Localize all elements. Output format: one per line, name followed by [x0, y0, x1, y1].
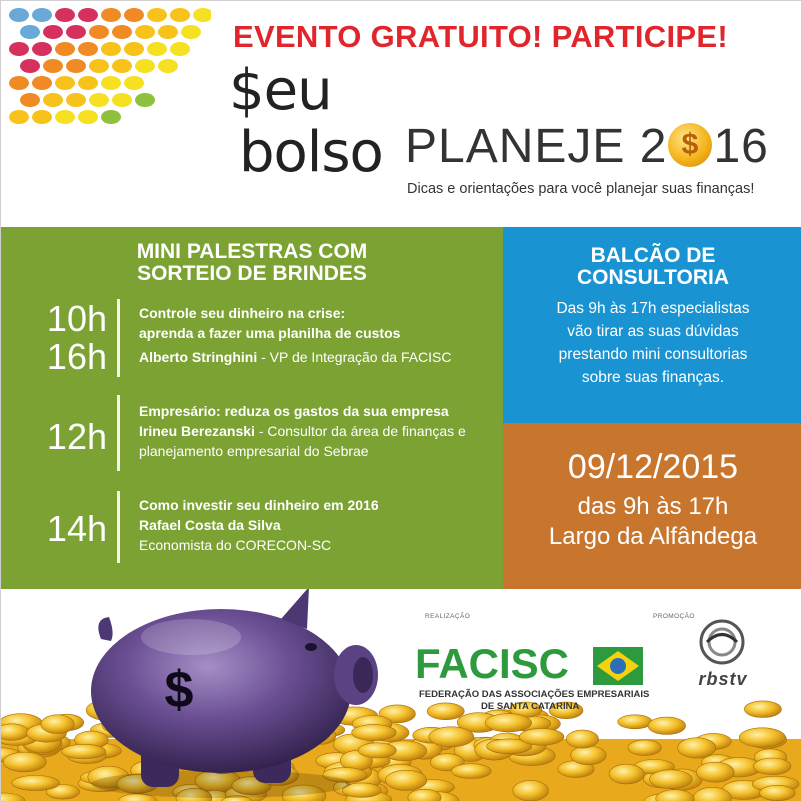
- gold-coin: [3, 752, 46, 772]
- decorative-dot: [89, 59, 109, 73]
- slot-role: - Consultor da área de finanças e: [254, 423, 466, 439]
- decorative-dot: [55, 110, 75, 124]
- decorative-dot: [66, 93, 86, 107]
- balcao-consultoria-panel: [503, 227, 802, 423]
- gold-coin: [618, 715, 653, 729]
- planeje-suffix: 16: [713, 120, 769, 173]
- gold-coin: [485, 714, 532, 732]
- decorative-dot: [20, 59, 40, 73]
- event-hours: das 9h às 17h: [577, 493, 729, 520]
- decorative-dot: [147, 8, 167, 22]
- gold-coin: [678, 738, 716, 758]
- planeje-prefix: PLANEJE 2: [405, 120, 668, 173]
- slot-time: 10h: [46, 298, 107, 339]
- gold-coin: [696, 762, 734, 782]
- decorative-dot: [78, 110, 98, 124]
- slot-topic: Controle seu dinheiro na crise:: [139, 305, 346, 321]
- gold-coin: [628, 740, 661, 756]
- decorative-dot: [20, 25, 40, 39]
- decorative-dot: [43, 25, 63, 39]
- decorative-dot: [101, 8, 121, 22]
- palestras-title: [1, 241, 503, 285]
- gold-coin: [739, 728, 785, 747]
- gold-coin: [451, 764, 491, 779]
- decorative-dot: [32, 76, 52, 90]
- decorative-dot: [55, 8, 75, 22]
- decorative-dot: [124, 42, 144, 56]
- slot-speaker: Rafael Costa da Silva: [139, 517, 281, 533]
- facisc-subtitle: FEDERAÇÃO DAS ASSOCIAÇÕES EMPRESARIAIS: [419, 689, 650, 700]
- decorative-dot: [66, 25, 86, 39]
- seu-bolso-logo: [229, 58, 389, 203]
- gold-coin: [513, 780, 549, 801]
- decorative-dot: [170, 42, 190, 56]
- decorative-dot: [101, 42, 121, 56]
- decorative-dot: [101, 110, 121, 124]
- palestras-title-line2: SORTEIO DE BRINDES: [137, 262, 367, 285]
- gold-coin: [649, 770, 692, 789]
- rbs-emblem-icon: [699, 619, 745, 665]
- decorative-dot: [9, 110, 29, 124]
- gold-coin: [744, 701, 781, 718]
- decorative-dot: [20, 93, 40, 107]
- decorative-dot: [193, 8, 211, 22]
- divider: [117, 395, 120, 471]
- decorative-dot: [32, 8, 52, 22]
- balcao-text: Das 9h às 17h especialistas: [556, 300, 750, 317]
- gold-coin: [754, 758, 791, 775]
- decorative-dot: [9, 76, 29, 90]
- tagline: Dicas e orientações para você planejar suas finanças!: [407, 181, 755, 197]
- balcao-text: sobre suas finanças.: [581, 369, 725, 386]
- decorative-dot: [124, 76, 144, 90]
- planeje-2016-title: [405, 119, 769, 174]
- decorative-dot: [9, 8, 29, 22]
- decorative-dot: [78, 8, 98, 22]
- facisc-logo: [415, 640, 650, 712]
- headline: EVENTO GRATUITO! PARTICIPE!: [233, 19, 728, 54]
- decorative-dot: [78, 42, 98, 56]
- decorative-dot: [170, 8, 190, 22]
- slot-text: [139, 303, 499, 367]
- decorative-dot: [158, 59, 178, 73]
- divider: [117, 299, 120, 377]
- decorative-dot: [124, 8, 144, 22]
- gold-coin: [609, 764, 644, 784]
- piggy-bank-icon: [71, 589, 391, 802]
- balcao-text: vão tirar as suas dúvidas: [567, 323, 739, 340]
- slot-text: [139, 401, 499, 461]
- decorative-dot: [89, 93, 109, 107]
- decorative-dots: [1, 1, 211, 141]
- slot-topic: aprenda a fazer uma planilha de custos: [139, 325, 401, 341]
- decorative-dot: [55, 42, 75, 56]
- slot-role: - VP de Integração da FACISC: [257, 349, 452, 365]
- decorative-dot: [147, 42, 167, 56]
- slot-speaker: Irineu Berezanski: [139, 423, 255, 439]
- decorative-dot: [135, 25, 155, 39]
- decorative-dot: [112, 93, 132, 107]
- decorative-dot: [43, 59, 63, 73]
- slot-text: [139, 495, 499, 555]
- facisc-name: FACISC: [415, 640, 570, 687]
- facisc-subtitle: DE SANTA CATARINA: [481, 701, 580, 712]
- palestras-title-line1: MINI PALESTRAS COM: [136, 240, 368, 263]
- pig-dollar-sign: $: [164, 661, 194, 719]
- realizacao-label: REALIZAÇÃO: [425, 613, 471, 620]
- slot-speaker: Alberto Stringhini: [139, 349, 258, 365]
- slot-topic: Empresário: reduza os gastos da sua empresa: [139, 403, 449, 419]
- slot-role: planejamento empresarial do Sebrae: [139, 443, 369, 459]
- decorative-dot: [135, 59, 155, 73]
- slot-role: Economista do CORECON-SC: [139, 537, 332, 553]
- divider: [117, 491, 120, 563]
- promocao-label: PROMOÇÃO: [653, 613, 695, 620]
- decorative-dot: [135, 93, 155, 107]
- event-date: 09/12/2015: [567, 448, 739, 486]
- facisc-emblem-icon: [593, 647, 643, 685]
- decorative-dot: [43, 93, 63, 107]
- balcao-description: [523, 297, 783, 389]
- gold-coin: [571, 746, 607, 765]
- rbs-name: rbstv: [698, 669, 748, 689]
- decorative-dot: [158, 25, 178, 39]
- event-info-panel: [503, 423, 802, 589]
- event-place: Largo da Alfândega: [548, 523, 758, 550]
- slot-time: 16h: [46, 336, 107, 377]
- brand-line1: $eu: [229, 58, 332, 123]
- gold-coin: [648, 717, 686, 734]
- gold-coin: [41, 715, 75, 734]
- brand-line2: bolso: [239, 120, 383, 185]
- slot-time: 12h: [46, 416, 107, 457]
- balcao-title-line2: CONSULTORIA: [576, 266, 730, 289]
- gold-coin: [760, 785, 796, 800]
- decorative-dot: [89, 25, 109, 39]
- gold-coin: [566, 730, 598, 748]
- decorative-dot: [78, 76, 98, 90]
- rbs-tv-logo: [681, 619, 761, 694]
- decorative-dot: [32, 110, 52, 124]
- coin-icon: $: [668, 123, 712, 167]
- decorative-dot: [66, 59, 86, 73]
- gold-coin: [385, 770, 426, 790]
- gold-coin: [429, 727, 474, 747]
- decorative-dot: [32, 42, 52, 56]
- gold-coin: [519, 728, 564, 745]
- balcao-title: [503, 245, 802, 289]
- balcao-title-line1: BALCÃO DE: [590, 244, 716, 267]
- slot-topic: Como investir seu dinheiro em 2016: [139, 497, 379, 513]
- decorative-dot: [112, 59, 132, 73]
- decorative-dot: [9, 42, 29, 56]
- decorative-dot: [55, 76, 75, 90]
- footer-area: [1, 589, 802, 802]
- gold-coin: [12, 776, 60, 791]
- decorative-dot: [101, 76, 121, 90]
- balcao-text: prestando mini consultorias: [558, 346, 748, 363]
- mini-palestras-panel: [1, 227, 503, 589]
- slot-time: 14h: [46, 508, 107, 549]
- decorative-dot: [112, 25, 132, 39]
- decorative-dot: [181, 25, 201, 39]
